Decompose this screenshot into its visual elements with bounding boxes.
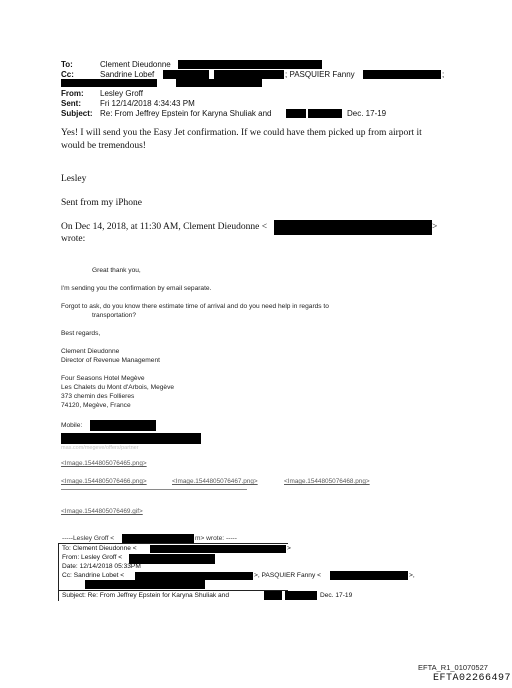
cc-value-2: ; PASQUIER Fanny: [285, 70, 355, 79]
on-line-end: >: [432, 222, 438, 232]
redaction: [363, 70, 441, 79]
forward-lead: -----Lesley Groff <: [62, 535, 115, 542]
divider: [61, 489, 247, 490]
subject-value: Re: From Jeffrey Epstein for Karyna Shuliak and: [100, 109, 272, 118]
wrote-label: wrote:: [61, 234, 86, 244]
efta-id-small: EFTA_R1_01070527: [418, 663, 488, 672]
image-attachment-link[interactable]: <Image.1544805076466.png>: [61, 478, 147, 485]
from-value: Lesley Groff: [100, 89, 143, 98]
forward-subject: Subject: Re: From Jeffrey Epstein for Karyna Shuliak and: [62, 592, 230, 599]
to-value: Clement Dieudonne: [100, 60, 171, 69]
quoted-name: Clement Dieudonne: [61, 348, 120, 355]
mobile-label: Mobile:: [61, 422, 83, 429]
subject-tail: Dec. 17-19: [347, 109, 387, 118]
redaction: [122, 534, 194, 543]
forward-subject-tail: Dec. 17-19: [320, 592, 353, 599]
redaction: [129, 554, 215, 564]
body-line-1: Yes! I will send you the Easy Jet confirmation. If we could have them picked up from airport it: [61, 128, 422, 138]
on-line: On Dec 14, 2018, at 11:30 AM, Clement Dieudonne <: [61, 222, 268, 232]
quoted-forgot-2: transportation?: [92, 312, 136, 319]
redaction: [85, 580, 205, 589]
redaction: [135, 572, 253, 580]
image-attachment-link[interactable]: <Image.1544805076469.gif>: [61, 508, 143, 515]
quoted-addr-2: 373 chemin des Follieres: [61, 393, 135, 400]
quoted-forgot-1: Forgot to ask, do you know there estimate time of arrival and do you need help in regards to: [61, 303, 329, 310]
faint-link: mas.com/megeve/offers/partner: [61, 445, 139, 451]
redaction: [163, 70, 209, 79]
sent-from: Sent from my iPhone: [61, 198, 143, 208]
forward-lead-end: m> wrote: -----: [195, 535, 237, 542]
forward-date: Date: 12/14/2018 05:33PM: [62, 563, 141, 570]
efta-id: EFTA02266497: [433, 673, 512, 684]
redaction: [90, 420, 156, 431]
forward-cc: Cc: Sandrine Lobet <: [62, 572, 125, 579]
redaction: [214, 70, 284, 79]
body-line-2: would be tremendous!: [61, 141, 146, 151]
redaction: [274, 220, 432, 235]
quote-bar: [58, 543, 59, 601]
redaction: [330, 571, 408, 580]
redaction: [150, 545, 286, 553]
redaction: [308, 109, 342, 118]
image-attachment-link[interactable]: <Image.1544805076467.png>: [172, 478, 258, 485]
forward-from: From: Lesley Groff <: [62, 554, 123, 561]
quoted-addr-3: 74120, Megève, France: [61, 402, 131, 409]
redaction: [61, 79, 157, 87]
forward-to-end: >: [287, 545, 291, 552]
image-attachment-link[interactable]: <Image.1544805076468.png>: [284, 478, 370, 485]
sent-value: Fri 12/14/2018 4:34:43 PM: [100, 99, 195, 108]
redaction: [264, 591, 282, 600]
forward-to: To: Clement Dieudonne <: [62, 545, 137, 552]
redaction: [178, 60, 322, 69]
cc-label: Cc:: [61, 70, 74, 79]
signature: Lesley: [61, 174, 87, 184]
quoted-regards: Best regards,: [61, 330, 101, 337]
to-label: To:: [61, 60, 73, 69]
quoted-addr-1: Les Chalets du Mont d'Arbois, Megève: [61, 384, 175, 391]
subject-label: Subject:: [61, 109, 93, 118]
redaction: [285, 591, 317, 600]
quoted-confirmation: I'm sending you the confirmation by email separate.: [61, 285, 212, 292]
forward-cc-end: >,: [409, 572, 415, 579]
quoted-thanks: Great thank you,: [92, 267, 141, 274]
cc-value: Sandrine Lobef: [100, 70, 155, 79]
redaction: [286, 109, 306, 118]
sent-label: Sent:: [61, 99, 81, 108]
forward-cc-mid: >, PASQUIER Fanny <: [254, 572, 321, 579]
redaction: [176, 79, 262, 87]
image-attachment-link[interactable]: <Image.1544805076465.png>: [61, 460, 147, 467]
quoted-hotel: Four Seasons Hotel Megève: [61, 375, 145, 382]
from-label: From:: [61, 89, 84, 98]
quoted-title: Director of Revenue Management: [61, 357, 160, 364]
redaction: [61, 433, 201, 444]
